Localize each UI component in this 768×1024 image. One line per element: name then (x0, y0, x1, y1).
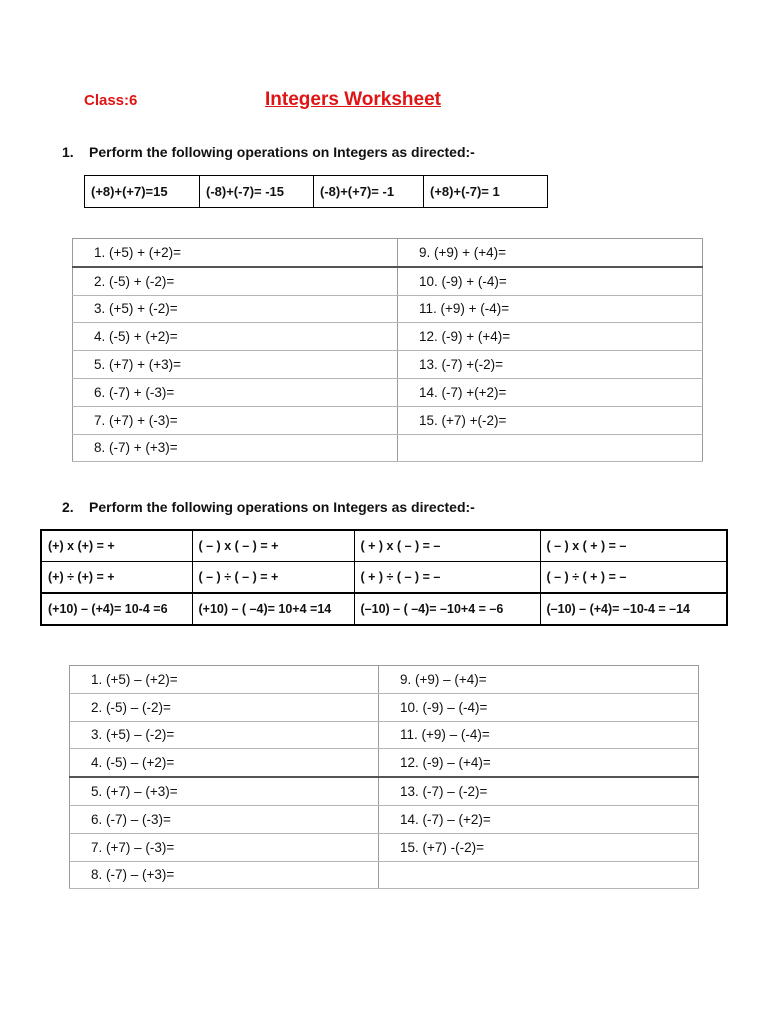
exercise-cell: 1. (+5) – (+2)= (70, 666, 379, 694)
exercise-cell: 11. (+9) + (-4)= (398, 295, 703, 323)
table-row (70, 861, 699, 889)
rules-row (41, 562, 727, 594)
rule-cell: (+) ÷ (+) = + (41, 562, 192, 594)
question-1-heading (62, 144, 475, 160)
question-2-number: 2. (62, 499, 74, 515)
exercise-cell: 6. (-7) + (-3)= (73, 378, 398, 406)
table-row (70, 721, 699, 749)
table-row (70, 833, 699, 861)
exercise-cell: 14. (-7) +(+2)= (398, 378, 703, 406)
question-2-heading (62, 499, 475, 515)
table-row (70, 693, 699, 721)
table-row (73, 323, 703, 351)
exercise-cell: 10. (-9) + (-4)= (398, 267, 703, 295)
exercise-cell: 7. (+7) + (-3)= (73, 406, 398, 434)
table-row (73, 378, 703, 406)
example-cell: (-8)+(+7)= -1 (314, 176, 424, 208)
example-cell: (+8)+(+7)=15 (85, 176, 200, 208)
question-2-text: Perform the following operations on Integers as directed:- (89, 499, 475, 515)
exercise-cell: 5. (+7) – (+3)= (70, 777, 379, 805)
table-row (73, 267, 703, 295)
exercise-cell: 5. (+7) + (+3)= (73, 351, 398, 379)
class-label: Class:6 (84, 92, 138, 109)
table-row (70, 666, 699, 694)
exercise-cell: 13. (-7) +(-2)= (398, 351, 703, 379)
table-row (73, 239, 703, 267)
exercise-cell: 15. (+7) -(-2)= (379, 833, 699, 861)
rule-cell: (+) x (+) = + (41, 530, 192, 562)
exercise-cell: 9. (+9) – (+4)= (379, 666, 699, 694)
exercise-cell: 8. (-7) + (+3)= (73, 434, 398, 462)
question-1-number: 1. (62, 144, 74, 160)
exercise-cell: 14. (-7) – (+2)= (379, 805, 699, 833)
rule-cell: ( + ) ÷ ( – ) = – (354, 562, 540, 594)
page-title: Integers Worksheet (265, 89, 441, 110)
rule-cell: ( – ) x ( + ) = – (540, 530, 727, 562)
addition-exercise-table (72, 238, 703, 462)
exercise-cell: 11. (+9) – (-4)= (379, 721, 699, 749)
rule-cell: ( – ) x ( – ) = + (192, 530, 354, 562)
table-row (73, 406, 703, 434)
exercise-cell: 2. (-5) + (-2)= (73, 267, 398, 295)
exercise-cell: 4. (-5) – (+2)= (70, 749, 379, 777)
exercise-cell: 3. (+5) + (-2)= (73, 295, 398, 323)
question-1-text: Perform the following operations on Integers as directed:- (89, 144, 475, 160)
example-cell: (-8)+(-7)= -15 (200, 176, 314, 208)
rule-cell: (–10) – ( –4)= –10+4 = –6 (354, 593, 540, 625)
exercise-cell: 15. (+7) +(-2)= (398, 406, 703, 434)
rule-cell: ( + ) x ( – ) = – (354, 530, 540, 562)
rule-cell: (–10) – (+4)= –10-4 = –14 (540, 593, 727, 625)
exercise-cell: 8. (-7) – (+3)= (70, 861, 379, 889)
table-row (70, 805, 699, 833)
sign-rules-table (40, 529, 728, 626)
exercise-cell: 13. (-7) – (-2)= (379, 777, 699, 805)
exercise-cell (379, 861, 699, 889)
exercise-cell: 10. (-9) – (-4)= (379, 693, 699, 721)
table-row (73, 295, 703, 323)
table-row (73, 351, 703, 379)
rules-row (41, 530, 727, 562)
exercise-cell: 12. (-9) + (+4)= (398, 323, 703, 351)
exercise-cell: 9. (+9) + (+4)= (398, 239, 703, 267)
exercise-cell: 7. (+7) – (-3)= (70, 833, 379, 861)
rule-cell: ( – ) ÷ ( – ) = + (192, 562, 354, 594)
exercise-cell: 6. (-7) – (-3)= (70, 805, 379, 833)
table-row (70, 749, 699, 777)
rules-row (41, 593, 727, 625)
exercise-cell: 2. (-5) – (-2)= (70, 693, 379, 721)
exercise-cell (398, 434, 703, 462)
exercise-cell: 1. (+5) + (+2)= (73, 239, 398, 267)
exercise-cell: 4. (-5) + (+2)= (73, 323, 398, 351)
addition-examples-table (84, 175, 548, 208)
exercise-cell: 12. (-9) – (+4)= (379, 749, 699, 777)
subtraction-exercise-table (69, 665, 699, 889)
table-row (73, 434, 703, 462)
example-cell: (+8)+(-7)= 1 (424, 176, 548, 208)
rule-cell: (+10) – (+4)= 10-4 =6 (41, 593, 192, 625)
exercise-cell: 3. (+5) – (-2)= (70, 721, 379, 749)
table-row (70, 777, 699, 805)
rule-cell: (+10) – ( –4)= 10+4 =14 (192, 593, 354, 625)
examples-row (85, 176, 548, 208)
rule-cell: ( – ) ÷ ( + ) = – (540, 562, 727, 594)
